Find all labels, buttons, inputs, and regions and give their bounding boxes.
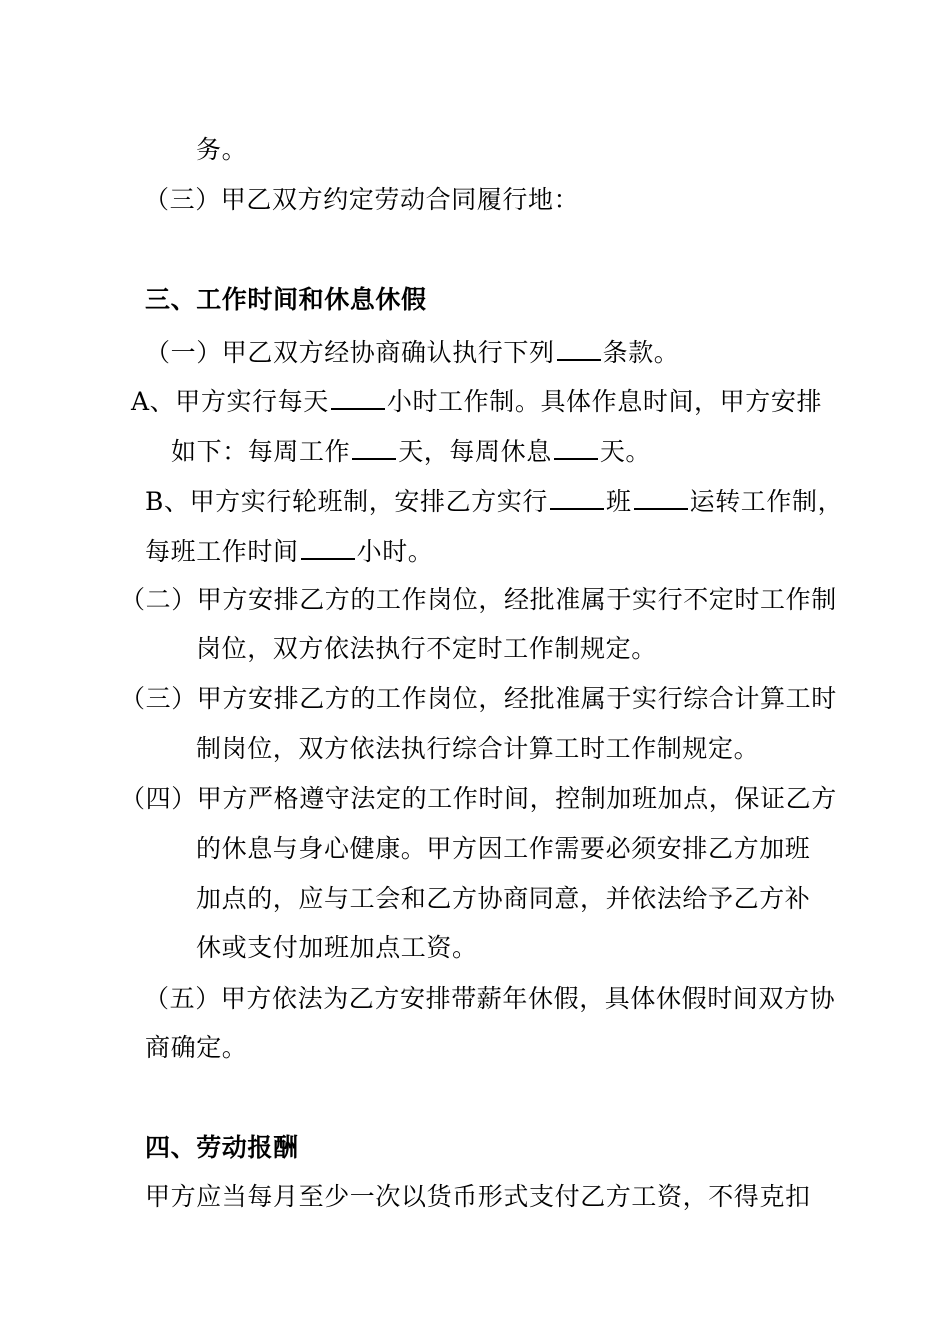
text-run: 条款。: [602, 338, 680, 367]
text-run: A、甲方实行每天: [131, 387, 329, 416]
paragraph-line: 商确定。: [145, 1033, 248, 1062]
paragraph-line: 加点的，应与工会和乙方协商同意，并依法给予乙方补: [196, 884, 811, 913]
paragraph-line: 的休息与身心健康。甲方因工作需要必须安排乙方加班: [196, 834, 811, 863]
paragraph-line: [145, 335, 679, 369]
blank-underline: [634, 484, 688, 510]
paragraph-line: 休或支付加班加点工资。: [196, 933, 478, 962]
paragraph-line: [171, 434, 651, 468]
blank-underline: [352, 434, 396, 460]
paragraph-line: [145, 534, 433, 568]
section-heading: 四、劳动报酬: [145, 1133, 299, 1162]
text-run: 天。: [599, 437, 652, 466]
paragraph-line: 岗位，双方依法执行不定时工作制规定。: [196, 634, 657, 663]
text-run: 小时。: [356, 537, 434, 566]
paragraph-line: （三）甲乙双方约定劳动合同履行地：: [144, 185, 580, 214]
paragraph-line: [145, 484, 843, 518]
paragraph-line: [131, 384, 822, 418]
paragraph-line: （四）甲方严格遵守法定的工作时间，控制加班加点，保证乙方: [120, 784, 837, 813]
text-run: 天，每周休息: [398, 437, 552, 466]
paragraph-line: （五）甲方依法为乙方安排带薪年休假，具体休假时间双方协: [144, 984, 836, 1013]
text-run: （一）甲乙双方经协商确认执行下列: [145, 338, 555, 367]
text-run: B、甲方实行轮班制，安排乙方实行: [145, 487, 548, 516]
blank-underline: [554, 434, 598, 460]
text-run: 班: [605, 487, 632, 516]
paragraph-line: 务。: [196, 135, 248, 164]
blank-underline: [557, 335, 601, 361]
blank-underline: [550, 484, 604, 510]
paragraph-line: （二）甲方安排乙方的工作岗位，经批准属于实行不定时工作制: [120, 585, 837, 614]
blank-underline: [331, 384, 385, 410]
text-run: 每班工作时间: [145, 537, 299, 566]
blank-underline: [301, 534, 355, 560]
paragraph-line: （三）甲方安排乙方的工作岗位，经批准属于实行综合计算工时: [120, 684, 837, 713]
paragraph-line: 制岗位，双方依法执行综合计算工时工作制规定。: [196, 734, 760, 763]
section-heading: 三、工作时间和休息休假: [145, 285, 427, 314]
text-run: 小时工作制。具体作息时间，甲方安排: [386, 387, 823, 416]
text-run: 如下：每周工作: [171, 437, 351, 466]
text-run: 运转工作制，: [689, 487, 844, 516]
paragraph-line: 甲方应当每月至少一次以货币形式支付乙方工资，不得克扣: [145, 1182, 811, 1211]
